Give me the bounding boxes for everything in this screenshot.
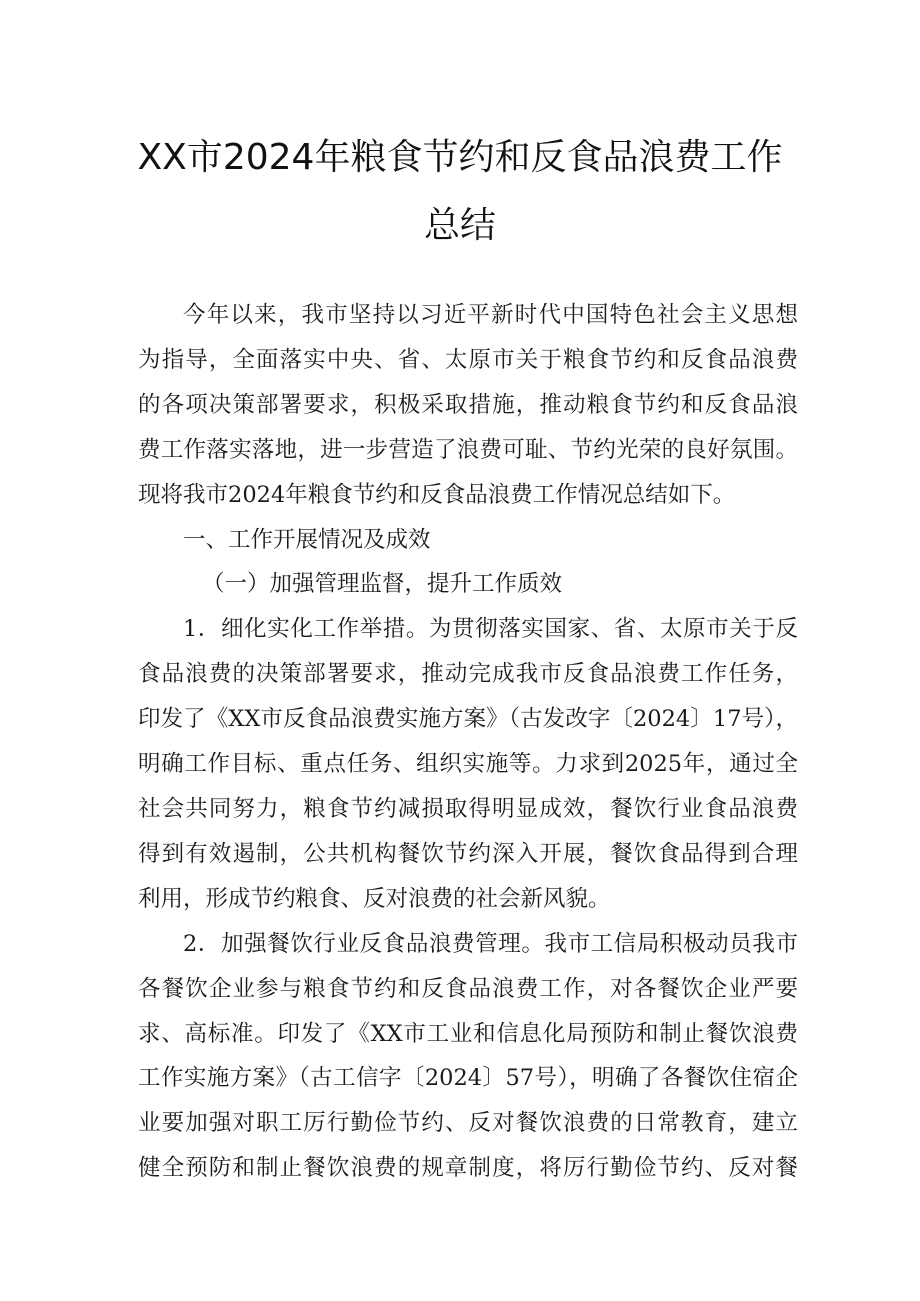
item-2-line: 工作实施方案》（古工信字〔2024〕57号），明确了各餐饮住宿企 [138, 1065, 798, 1092]
item-2-line: 求、高标准。印发了《XX市工业和信息化局预防和制止餐饮浪费 [138, 1020, 798, 1047]
item-1-line: 明确工作目标、重点任务、组织实施等。力求到2025年，通过全 [138, 751, 798, 778]
item-1-line: 利用，形成节约粮食、反对浪费的社会新风貌。 [138, 885, 611, 912]
intro-paragraph [138, 293, 798, 518]
item-2-line: 2．加强餐饮行业反食品浪费管理。我市工信局积极动员我市 [183, 930, 798, 957]
intro-line: 今年以来，我市坚持以习近平新时代中国特色社会主义思想 [183, 302, 798, 328]
document-body [138, 293, 798, 1191]
item-1-paragraph [138, 607, 798, 921]
document-title-line-1: XX市2024年粮食节约和反食品浪费工作 [137, 137, 783, 178]
intro-line: 费工作落实落地，进一步营造了浪费可耻、节约光荣的良好氛围。 [138, 436, 798, 463]
intro-line: 为指导，全面落实中央、省、太原市关于粮食节约和反食品浪费 [138, 346, 798, 373]
item-1-line: 食品浪费的决策部署要求，推动完成我市反食品浪费工作任务， [138, 661, 798, 688]
document-title-line-2: 总结 [423, 205, 496, 246]
item-1-line: 印发了《XX市反食品浪费实施方案》（古发改字〔2024〕17号）， [138, 706, 798, 733]
item-1-line: 得到有效遏制，公共机构餐饮节约深入开展，餐饮食品得到合理 [138, 840, 798, 867]
item-2-line: 健全预防和制止餐饮浪费的规章制度，将厉行勤俭节约、反对餐 [138, 1155, 798, 1182]
item-2-line: 各餐饮企业参与粮食节约和反食品浪费工作，对各餐饮企业严要 [138, 975, 798, 1002]
item-2-paragraph [138, 922, 798, 1191]
item-1-line: 社会共同努力，粮食节约减损取得明显成效，餐饮行业食品浪费 [138, 795, 798, 822]
item-1-line: 1．细化实化工作举措。为贯彻落实国家、省、太原市关于反 [183, 616, 798, 643]
subsection-heading: （一）加强管理监督，提升工作质效 [202, 571, 563, 598]
item-2-line: 业要加强对职工厉行勤俭节约、反对餐饮浪费的日常教育，建立 [138, 1110, 798, 1137]
section-heading: 一、工作开展情况及成效 [183, 526, 431, 553]
intro-line: 的各项决策部署要求，积极采取措施，推动粮食节约和反食品浪 [138, 391, 798, 418]
intro-line: 现将我市2024年粮食节约和反食品浪费工作情况总结如下。 [138, 481, 736, 508]
